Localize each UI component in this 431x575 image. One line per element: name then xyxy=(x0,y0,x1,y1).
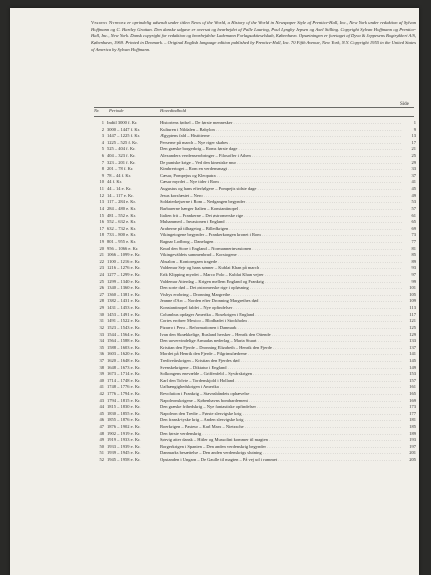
toc-row-number: 42 xyxy=(99,390,104,396)
toc-row xyxy=(94,358,416,365)
toc-row-page: 41 xyxy=(402,179,416,186)
toc-row xyxy=(94,239,416,246)
toc-row-page: 145 xyxy=(402,358,416,365)
toc-row-title: Ivan den Skrækkelige, Rusland hersker – Henrik den Ottende . . . xyxy=(160,332,410,339)
toc-row-number: 30 xyxy=(99,311,104,317)
toc-row xyxy=(94,232,416,239)
toc-row-period: 1830 – 1855 e. Kr. xyxy=(107,410,141,416)
toc-row-title: De puniske krige – Ved den kinesiske mur . . . xyxy=(160,160,410,167)
toc-row-page: 189 xyxy=(402,431,416,438)
toc-row-number: 29 xyxy=(99,305,104,311)
toc-row-page: 97 xyxy=(402,272,416,279)
toc-row-period: 1939 – 1945 e. Kr. xyxy=(107,450,141,456)
toc-row-title: Den græske borgerkrig – Roms første dage . . . xyxy=(160,146,410,153)
toc-row-number: 13 xyxy=(99,199,104,205)
toc-row-number: 19 xyxy=(99,238,104,244)
toc-row-title: Absalon – Kontoregaen tragede . . . xyxy=(160,259,410,266)
toc-row-period: 44 f. Kr. xyxy=(107,179,122,185)
toc-row-title: Opstanden i Ungarn – De Gaulle til magten – På vej ud i rummet . . . xyxy=(160,457,410,464)
toc-row-number: 1 xyxy=(101,120,104,125)
toc-row xyxy=(94,173,416,180)
toc-row-period: 1100 – 1216 e. Kr. xyxy=(107,258,141,264)
toc-row-number: 12 xyxy=(99,192,104,198)
toc-row xyxy=(94,450,416,457)
toc-row-period: 1491 – 1522 e. Kr. xyxy=(107,318,141,324)
toc-row-period: 1299 – 1340 e. Kr. xyxy=(107,278,141,284)
toc-row-number: 11 xyxy=(99,186,104,192)
toc-row-page: 13 xyxy=(402,133,416,140)
toc-row-number: 50 xyxy=(99,443,104,449)
toc-row-number: 7 xyxy=(101,159,104,165)
toc-row-title: Den uovervindelige Armadas nederlag – Maria Stuart . . . xyxy=(160,338,410,345)
toc-row-page: 149 xyxy=(402,365,416,372)
toc-row-period: 1648 – 1673 e. Kr. xyxy=(107,364,141,370)
toc-row-title: Araberne på tilbagetog – Billedkrigen . . . xyxy=(160,226,410,233)
toc-row-title: Cortes erobrer Mexico – Blodbadet i Stockholm . . . xyxy=(160,318,410,325)
toc-row-number: 43 xyxy=(99,397,104,403)
toc-row-number: 32 xyxy=(99,324,104,330)
toc-row-page: 165 xyxy=(402,391,416,398)
toc-row-period: 1876 – 1902 e. Kr. xyxy=(107,424,141,430)
toc-header-rule xyxy=(94,116,414,117)
toc-row-page: 161 xyxy=(402,384,416,391)
toc-row-page: 77 xyxy=(402,239,416,246)
toc-row-period: 1919 – 1933 e. Kr. xyxy=(107,437,141,443)
toc-row-period: 525 – 404 f. Kr. xyxy=(107,146,136,152)
toc-row xyxy=(94,199,416,206)
column-header-number: Nr. xyxy=(94,108,100,113)
toc-row xyxy=(94,285,416,292)
toc-row xyxy=(94,338,416,345)
toc-row xyxy=(94,371,416,378)
toc-row-page: 173 xyxy=(402,404,416,411)
toc-row-period: 1340 – 1360 e. Kr. xyxy=(107,285,141,291)
toc-row-period: 1855 – 1876 e. Kr. xyxy=(107,417,141,423)
toc-row-period: Indtil 3000 f. Kr. xyxy=(107,120,138,125)
toc-row-page: 137 xyxy=(402,345,416,352)
toc-row xyxy=(94,332,416,339)
toc-row xyxy=(94,219,416,226)
toc-row-period: 404 – 323 f. Kr. xyxy=(107,153,136,159)
toc-row-number: 37 xyxy=(99,357,104,363)
toc-row-page: 89 xyxy=(402,259,416,266)
toc-row-title: Alexanders verdenserobringer – Filosoffer i Athen . . . xyxy=(160,153,410,160)
toc-row-page: 121 xyxy=(402,318,416,325)
toc-row-page: 81 xyxy=(402,246,416,253)
toc-row-title: Konstantinopel faldet – Nye opfindelser . . . xyxy=(160,305,410,312)
toc-row-title: Augustus og hans efterfølgere – Pompejis sidste dage . . . xyxy=(160,186,410,193)
toc-row xyxy=(94,120,416,127)
toc-row xyxy=(94,398,416,405)
toc-row-period: 1776 – 1794 e. Kr. xyxy=(107,390,141,396)
toc-row xyxy=(94,292,416,299)
toc-row-title: Jeanne d'Arc – Norden efter Dronning Margrethes død . . . xyxy=(160,298,410,305)
toc-row-period: 632 – 732 e. Kr. xyxy=(107,225,136,231)
toc-row-page: 177 xyxy=(402,411,416,418)
toc-row-period: 1453 – 1491 e. Kr. xyxy=(107,311,141,317)
toc-row-number: 46 xyxy=(99,417,104,423)
toc-row xyxy=(94,411,416,418)
toc-row-title: Cæsar myrdet – Nye tider i Rom . . . xyxy=(160,179,410,186)
toc-row-number: 38 xyxy=(99,364,104,370)
toc-row-page: 99 xyxy=(402,279,416,286)
toc-row-number: 52 xyxy=(99,457,104,463)
toc-row-title: Solkongens enevælde – Griffenfeld – Syvårskrigen . . . xyxy=(160,371,410,378)
toc-row-page: 33 xyxy=(402,166,416,173)
toc-row-period: 1902 – 1919 e. Kr. xyxy=(107,430,141,436)
toc-row-number: 36 xyxy=(99,351,104,357)
toc-row-period: 1603 – 1620 e. Kr. xyxy=(107,351,141,357)
toc-row-period: 1225 – 525 f. Kr. xyxy=(107,139,138,145)
toc-row-title: Trediveårskrigen – Kristian den Fjerdes død . . . xyxy=(160,358,410,365)
toc-row-period: 1066 – 1099 e. Kr. xyxy=(107,252,141,258)
toc-row xyxy=(94,160,416,167)
toc-row-page: 73 xyxy=(402,232,416,239)
toc-row-period: 1564 – 1588 e. Kr. xyxy=(107,338,141,344)
toc-row-number: 3 xyxy=(101,133,104,139)
toc-row-title: Svenskekrigene – Diktatur i England . . . xyxy=(160,365,410,372)
toc-row-page: 65 xyxy=(402,219,416,226)
toc-row-title: Historiens fødsel – De første mennesker . . . xyxy=(160,120,410,127)
toc-row-title: Karl den Tolvte – Tordenskjold i Holland . . . xyxy=(160,378,410,385)
toc-row-number: 10 xyxy=(99,179,104,185)
toc-row-number: 9 xyxy=(101,172,104,178)
toc-row-title: Revolution i Frankrig – Stavnsbåndets ophævelse . . . xyxy=(160,391,410,398)
toc-row-title: Soldaterkejserne i Rom – Nedgangen begynder . . . xyxy=(160,199,410,206)
toc-row-title: Valdemar Sejr og hans sønner – Kublai Khan på march . . . xyxy=(160,265,410,272)
toc-row xyxy=(94,345,416,352)
toc-row xyxy=(94,431,416,438)
toc-row xyxy=(94,146,416,153)
toc-row xyxy=(94,226,416,233)
toc-row-title: Knud den Store i England – Normannerinvasionen . . . xyxy=(160,246,410,253)
toc-row-number: 49 xyxy=(99,437,104,443)
toc-row-title: Cæsar, Pompejus og Kleopatra . . . xyxy=(160,173,410,180)
toc-row-period: 1945 – 1958 e. Kr. xyxy=(107,457,141,463)
toc-row-number: 28 xyxy=(99,298,104,304)
toc-row-number: 47 xyxy=(99,424,104,430)
toc-row xyxy=(94,186,416,193)
toc-row xyxy=(94,318,416,325)
toc-row-page: 109 xyxy=(402,298,416,305)
toc-row-title: Kulturen i Nildalen – Babylon . . . xyxy=(160,127,410,134)
toc-row xyxy=(94,457,416,464)
toc-row-period: 1544 – 1564 e. Kr. xyxy=(107,331,141,337)
toc-row-period: 481 – 552 e. Kr. xyxy=(107,212,136,218)
toc-row-page: 181 xyxy=(402,417,416,424)
toc-row-period: 1216 – 1276 e. Kr. xyxy=(107,265,141,271)
toc-row xyxy=(94,404,416,411)
toc-row-period: 1933 – 1939 e. Kr. xyxy=(107,443,141,449)
toc-row-page: 133 xyxy=(402,338,416,345)
toc-top-rule xyxy=(94,107,414,108)
toc-row-page: 93 xyxy=(402,265,416,272)
toc-row-period: 1277 – 1299 e. Kr. xyxy=(107,272,141,278)
toc-row-title: Visbys erobring – Dronning Margrethe . . . xyxy=(160,292,410,299)
toc-row-page: 205 xyxy=(402,457,416,464)
toc-row xyxy=(94,298,416,305)
toc-row xyxy=(94,312,416,319)
toc-row-page: 53 xyxy=(402,199,416,206)
toc-row-page: 9 xyxy=(402,127,416,134)
toc-row-title: Columbus opdager Amerika – Rosekrigen i England . . . xyxy=(160,312,410,319)
toc-row-title: Den fransk-tyske krig – Anden slesvigske krig . . . xyxy=(160,417,410,424)
toc-row xyxy=(94,305,416,312)
book-page xyxy=(10,8,419,575)
toc-row-title: Den sorte død – Det østromerske rige i opløsning . . . xyxy=(160,285,410,292)
toc-row-period: 956 – 1066 e. Kr. xyxy=(107,245,139,251)
toc-row-period: 1447 – 1225 f. Kr. xyxy=(107,133,140,139)
toc-row-number: 5 xyxy=(101,146,104,152)
toc-row-title: Erik Klipping myrdet – Marco Polo – Kublai Khan vejrer . . . xyxy=(160,272,410,279)
toc-row xyxy=(94,424,416,431)
toc-row-title: Jesus korsfæstet – Nero . . . xyxy=(160,193,410,200)
toc-row-title: Pizarro i Peru – Reformationen i Danmark . . . xyxy=(160,325,410,332)
toc-row-number: 20 xyxy=(99,245,104,251)
toc-row xyxy=(94,206,416,213)
toc-row-title: Napoleon den Tredie – Første slesvigske krig . . . xyxy=(160,411,410,418)
toc-row-period: 284 – 480 e. Kr. xyxy=(107,205,136,211)
toc-row-period: 1523 – 1543 e. Kr. xyxy=(107,324,141,330)
toc-row xyxy=(94,365,416,372)
toc-row-period: 1588 – 1603 e. Kr. xyxy=(107,344,141,350)
toc-row-page: 125 xyxy=(402,325,416,332)
toc-row-page: 113 xyxy=(402,305,416,312)
toc-row-period: 552 – 632 e. Kr. xyxy=(107,219,136,225)
toc-row-title: Uafhængighedskrigen i Amerika . . . xyxy=(160,384,410,391)
toc-row xyxy=(94,133,416,140)
toc-row xyxy=(94,213,416,220)
toc-row-period: 1382 – 1431 e. Kr. xyxy=(107,298,141,304)
toc-row-period: 1815 – 1830 e. Kr. xyxy=(107,404,141,410)
toc-row-period: 733 – 800 e. Kr. xyxy=(107,232,136,238)
toc-list xyxy=(94,120,416,464)
side-column-label: Side xyxy=(400,102,409,107)
toc-row xyxy=(94,127,416,134)
toc-row xyxy=(94,391,416,398)
toc-row-period: 1673 – 1714 e. Kr. xyxy=(107,371,141,377)
toc-row-number: 40 xyxy=(99,377,104,383)
toc-row-number: 21 xyxy=(99,252,104,258)
toc-row-number: 15 xyxy=(99,212,104,218)
column-header-period: Periode xyxy=(109,108,124,113)
toc-row-title: Mordet på Henrik den Fjerde – Pilgrimsfædrene . . . xyxy=(160,351,410,358)
toc-row xyxy=(94,325,416,332)
toc-row-page: 141 xyxy=(402,351,416,358)
toc-row-number: 22 xyxy=(99,258,104,264)
toc-row-page: 1 xyxy=(402,120,416,127)
toc-row-page: 157 xyxy=(402,378,416,385)
toc-row-number: 8 xyxy=(101,166,104,172)
toc-row xyxy=(94,153,416,160)
toc-row-page: 21 xyxy=(402,146,416,153)
column-header-contents: Hovedindhold xyxy=(160,108,187,113)
toc-row-title: Sørvig atter dansk – Hitler og Mussolini kommer til magten . . . xyxy=(160,437,410,444)
toc-row xyxy=(94,259,416,266)
toc-row-period: 1431 – 1453 e. Kr. xyxy=(107,305,141,311)
toc-row-page: 101 xyxy=(402,285,416,292)
toc-row-page: 85 xyxy=(402,252,416,259)
imprint-paragraph xyxy=(91,20,416,54)
toc-row-number: 34 xyxy=(99,338,104,344)
toc-row-title: Napoleonskrigene – Københavns bombardement . . . xyxy=(160,398,410,405)
toc-row-number: 51 xyxy=(99,450,104,456)
toc-row-page: 169 xyxy=(402,398,416,405)
toc-row-number: 17 xyxy=(99,225,104,231)
toc-row-number: 25 xyxy=(99,278,104,284)
toc-row-number: 26 xyxy=(99,285,104,291)
toc-row-number: 27 xyxy=(99,291,104,297)
toc-row-number: 33 xyxy=(99,331,104,337)
toc-row xyxy=(94,384,416,391)
toc-row-title: Borgerkrigen i Spanien – Den anden verdenskrig begynder . . . xyxy=(160,444,410,451)
toc-row-page: 193 xyxy=(402,437,416,444)
toc-row-title: Perserne på march – Nye riger skabes . . . xyxy=(160,140,410,147)
toc-row xyxy=(94,265,416,272)
toc-row-page: 153 xyxy=(402,371,416,378)
toc-row-period: 1360 – 1381 e. Kr. xyxy=(107,291,141,297)
imprint-lead: Verdens Nyheder xyxy=(91,20,126,25)
toc-row-title: Italien frit – Frankerne – Det østromerske rige . . . xyxy=(160,213,410,220)
toc-row xyxy=(94,437,416,444)
toc-row-title: Vikingeväldets sammenbrud – Korstogene . . . xyxy=(160,252,410,259)
toc-row xyxy=(94,179,416,186)
toc-row-page: 61 xyxy=(402,213,416,220)
toc-row-page: 25 xyxy=(402,153,416,160)
toc-row-number: 18 xyxy=(99,232,104,238)
toc-row-period: 3000 – 1447 f. Kr. xyxy=(107,126,140,132)
toc-row-page: 197 xyxy=(402,444,416,451)
toc-row-title: Valdemar Atterdag – Krigen mellem England og Frankrig . . . xyxy=(160,279,410,286)
toc-row-number: 41 xyxy=(99,384,104,390)
toc-row-period: 801 – 955 e. Kr. xyxy=(107,238,136,244)
toc-row-title: Barbarerne hærger Italien – Konstantinopel . . . xyxy=(160,206,410,213)
toc-row-page: 185 xyxy=(402,424,416,431)
toc-row xyxy=(94,279,416,286)
toc-row-number: 35 xyxy=(99,344,104,350)
toc-row-number: 16 xyxy=(99,219,104,225)
toc-row-title: Vikingetogene begynder – Frankerkongen kronet i Rom . . . xyxy=(160,232,410,239)
toc-row xyxy=(94,246,416,253)
toc-row-period: 1794 – 1815 e. Kr. xyxy=(107,397,141,403)
toc-row-period: 201 – 78 f. Kr. xyxy=(107,166,134,172)
toc-row-number: 6 xyxy=(101,153,104,159)
toc-row-period: 323 – 201 f. Kr. xyxy=(107,159,136,165)
toc-row-page: 69 xyxy=(402,226,416,233)
toc-row-number: 44 xyxy=(99,404,104,410)
toc-row xyxy=(94,417,416,424)
toc-row xyxy=(94,252,416,259)
toc-row-title: Ragnar Lodbrog – Danelagen . . . xyxy=(160,239,410,246)
toc-row-number: 2 xyxy=(101,126,104,132)
toc-row-page: 49 xyxy=(402,193,416,200)
toc-row-page: 17 xyxy=(402,140,416,147)
toc-row-title: Ægyptens fald – Histitterne . . . xyxy=(160,133,410,140)
toc-row-page: 37 xyxy=(402,173,416,180)
toc-row-period: 78 – 44 f. Kr. xyxy=(107,172,131,178)
toc-row-page: 29 xyxy=(402,160,416,167)
toc-row-page: 45 xyxy=(402,186,416,193)
toc-row-number: 31 xyxy=(99,318,104,324)
toc-row xyxy=(94,140,416,147)
toc-row-period: 44 – 14 e. Kr. xyxy=(107,186,132,192)
toc-row-page: 129 xyxy=(402,332,416,339)
toc-row xyxy=(94,272,416,279)
toc-row-period: 1620 – 1648 e. Kr. xyxy=(107,357,141,363)
toc-row xyxy=(94,166,416,173)
toc-row-page: 57 xyxy=(402,206,416,213)
toc-row-title: Kimbrertoget – Rom en verdensmagt . . . xyxy=(160,166,410,173)
toc-row-number: 39 xyxy=(99,371,104,377)
toc-row xyxy=(94,193,416,200)
toc-row-page: 117 xyxy=(402,312,416,319)
toc-row-period: 117 – 284 e. Kr. xyxy=(107,199,136,205)
toc-row-number: 24 xyxy=(99,272,104,278)
toc-row-number: 14 xyxy=(99,205,104,211)
toc-row-title: Boerkrigen – Pasteur – Karl Marx – Nietzsche . . . xyxy=(160,424,410,431)
toc-row-title: Den første verdenskrig . . . xyxy=(160,431,410,438)
toc-row-title: Kristian den Fjerde – Dronning Elizabeth – Henrik den Fjerde . . . xyxy=(160,345,410,352)
toc-row-period: 1714 – 1748 e. Kr. xyxy=(107,377,141,383)
toc-row-title: Danmarks besættelse – Den anden verdenskrigs slutning . . . xyxy=(160,450,410,457)
toc-row xyxy=(94,351,416,358)
toc-row-page: 201 xyxy=(402,450,416,457)
toc-row-period: 1748 – 1776 e. Kr. xyxy=(107,384,141,390)
toc-row-page: 105 xyxy=(402,292,416,299)
toc-row-number: 45 xyxy=(99,410,104,416)
toc-row-number: 48 xyxy=(99,430,104,436)
imprint-text: er oprindelig udsendt under titlen News of the World, a History of the World in Newspaper Style af Prentice-Hall, Inc., New York under redaktion af Sylvan Hoffmann og C. Hartley Grattan. Den danske udgave er oversat og bearbejdet af Palle Lauring, Poul Lyngby Jepsen og Axel Stilling. Copyright Sylvan Hoffmann og Prentice-Hall, Inc., New York. Dansk copyright for redaktion og bearbejdelse Lademann Forlagsaktieselskab, København. Opsætningen er foretaget af Dyva & Jeppesens Bogtrykkeri A/S, København, 1969. Printed in Denmark. – Original English language edition published by Prentice-Hall, Inc. 70 Fifth Avenue, New York, N.Y. Copyright 1955 in the United States of America by Sylvan Hoffmann. xyxy=(91,20,416,52)
toc-row-period: 14 – 117 e. Kr. xyxy=(107,192,134,198)
toc-row xyxy=(94,378,416,385)
toc-row-title: Den græske frihedskrig – Nye fantastiske opfindelser . . . xyxy=(160,404,410,411)
toc-row-title: Muhammed – Invasionen i England . . . xyxy=(160,219,410,226)
toc-row-number: 23 xyxy=(99,265,104,271)
toc-row xyxy=(94,444,416,451)
toc-row-number: 4 xyxy=(101,139,104,145)
